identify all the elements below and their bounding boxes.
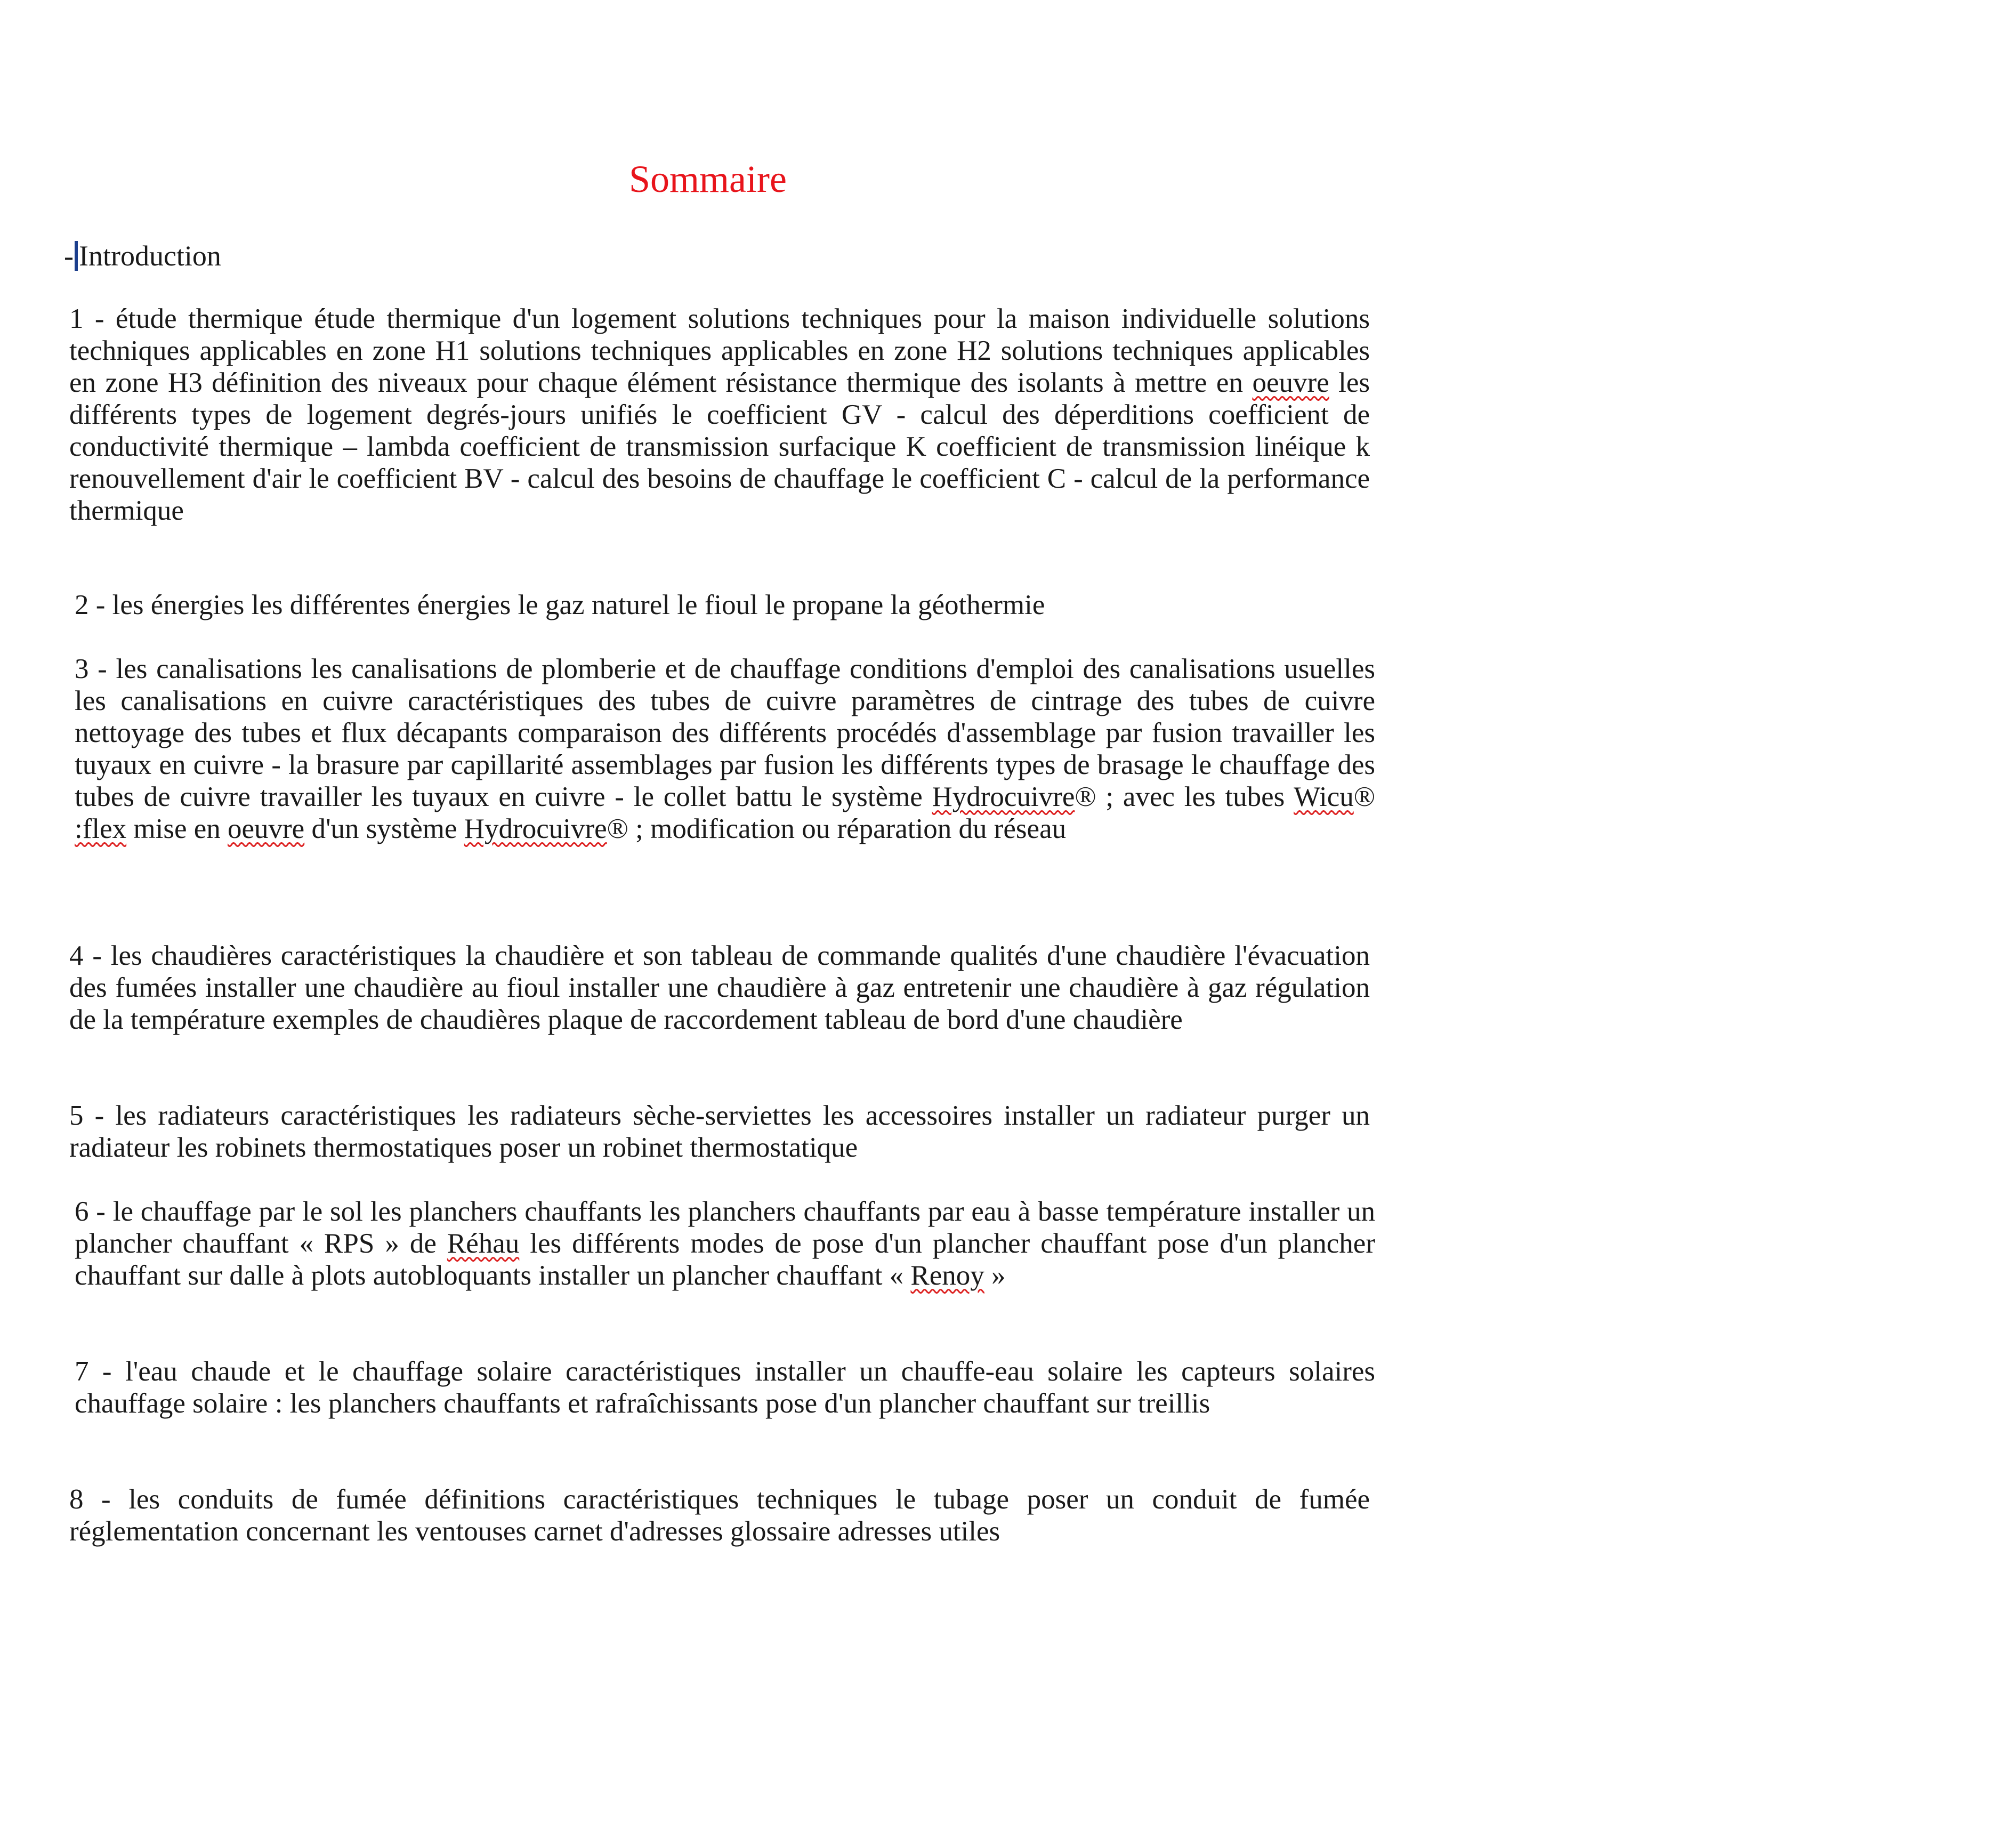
section-text: ® ; modification ou réparation du réseau [607,813,1067,844]
section-5[interactable] [69,1100,1370,1164]
spellcheck-word[interactable]: Renoy [910,1260,984,1291]
section-text: les énergies les différentes énergies le gaz naturel le fioul le propane la géothermie [112,590,1045,620]
section-number: 8 - [69,1484,129,1515]
section-text: les radiateurs caractéristiques les radiateurs sèche-serviettes les accessoires installer un radiateur purger un radiateur les robinets thermostatiques poser un robinet thermostatique [69,1100,1370,1163]
section-text: les conduits de fumée définitions caractéristiques techniques le tubage poser un conduit de fumée réglementation concernant les ventouses carnet d'adresses glossaire adresses utiles [69,1484,1370,1547]
text-cursor [75,241,78,271]
spellcheck-word[interactable]: Hydrocuivre [932,781,1075,812]
section-7[interactable] [75,1355,1375,1419]
section-text: mise en [126,813,228,844]
section-number: 4 - [69,940,111,971]
section-text: les chaudières caractéristiques la chaudière et son tableau de commande qualités d'une chaudière l'évacuation des fumées installer une chaudière au fioul installer une chaudière à gaz entretenir une chaudière à gaz régulation de la température exemples de chaudières plaque de raccordement tableau de bord d'une chaudière [69,940,1370,1035]
intro-label: Introduction [78,240,221,272]
section-8[interactable] [69,1483,1370,1547]
section-text: les différents types de logement degrés-jours unifiés le coefficient GV - calcul des déperditions coefficient de conductivité thermique – lambda coefficient de transmission surfacique K coefficient de transmission linéique k renouvellement d'air le coefficient BV - calcul des besoins de chauffage le coefficient C - calcul de la performance thermique [69,367,1370,526]
section-number: 2 - [75,590,112,620]
section-3[interactable] [75,653,1375,845]
section-text: d'un système [304,813,464,844]
section-text: les différents modes de pose d'un plancher chauffant pose d'un plancher chauffant sur dalle à plots autobloquants installer un plancher chauffant « [75,1228,1375,1291]
section-1[interactable] [69,303,1370,527]
section-number: 1 - [69,303,116,334]
section-text: le chauffage par le sol les planchers chauffants les planchers chauffants par eau à basse température installer un plancher chauffant « RPS » de [75,1196,1375,1259]
intro-line[interactable] [64,240,221,272]
section-number: 6 - [75,1196,113,1227]
section-text: ® ; avec les tubes [1075,781,1294,812]
section-text: » [984,1260,1006,1291]
document-title: Sommaire [629,158,787,200]
spellcheck-word[interactable]: Hydrocuivre [464,813,607,844]
section-6[interactable] [75,1196,1375,1292]
spellcheck-word[interactable]: oeuvre [1252,367,1329,398]
section-text: ® [1353,781,1375,812]
spellcheck-word[interactable]: :flex [75,813,127,844]
section-4[interactable] [69,940,1370,1036]
intro-prefix: - [64,240,74,272]
section-number: 3 - [75,653,116,684]
section-number: 7 - [75,1356,125,1387]
spellcheck-word[interactable]: oeuvre [228,813,305,844]
spellcheck-word[interactable]: Réhau [447,1228,520,1259]
section-number: 5 - [69,1100,116,1131]
spellcheck-word[interactable]: Wicu [1294,781,1354,812]
section-2[interactable] [75,589,1375,621]
section-text: l'eau chaude et le chauffage solaire caractéristiques installer un chauffe-eau solaire les capteurs solaires chauffage solaire : les planchers chauffants et rafraîchissants pose d'un plancher chauffant sur treillis [75,1356,1375,1419]
section-text: étude thermique étude thermique d'un logement solutions techniques pour la maison individuelle solutions techniques applicables en zone H1 solutions techniques applicables en zone H2 solutions techniques applicables en zone H3 définition des niveaux pour chaque élément résistance thermique des isolants à mettre en [69,303,1370,398]
section-text: les canalisations les canalisations de plomberie et de chauffage conditions d'emploi des canalisations usuelles les canalisations en cuivre caractéristiques des tubes de cuivre paramètres de cintrage des tubes de cuivre nettoyage des tubes et flux décapants comparaison des différents procédés d'assemblage par fusion travailler les tuyaux en cuivre - la brasure par capillarité assemblages par fusion les différents types de brasage le chauffage des tubes de cuivre travailler les tuyaux en cuivre - le collet battu le système [75,653,1375,812]
